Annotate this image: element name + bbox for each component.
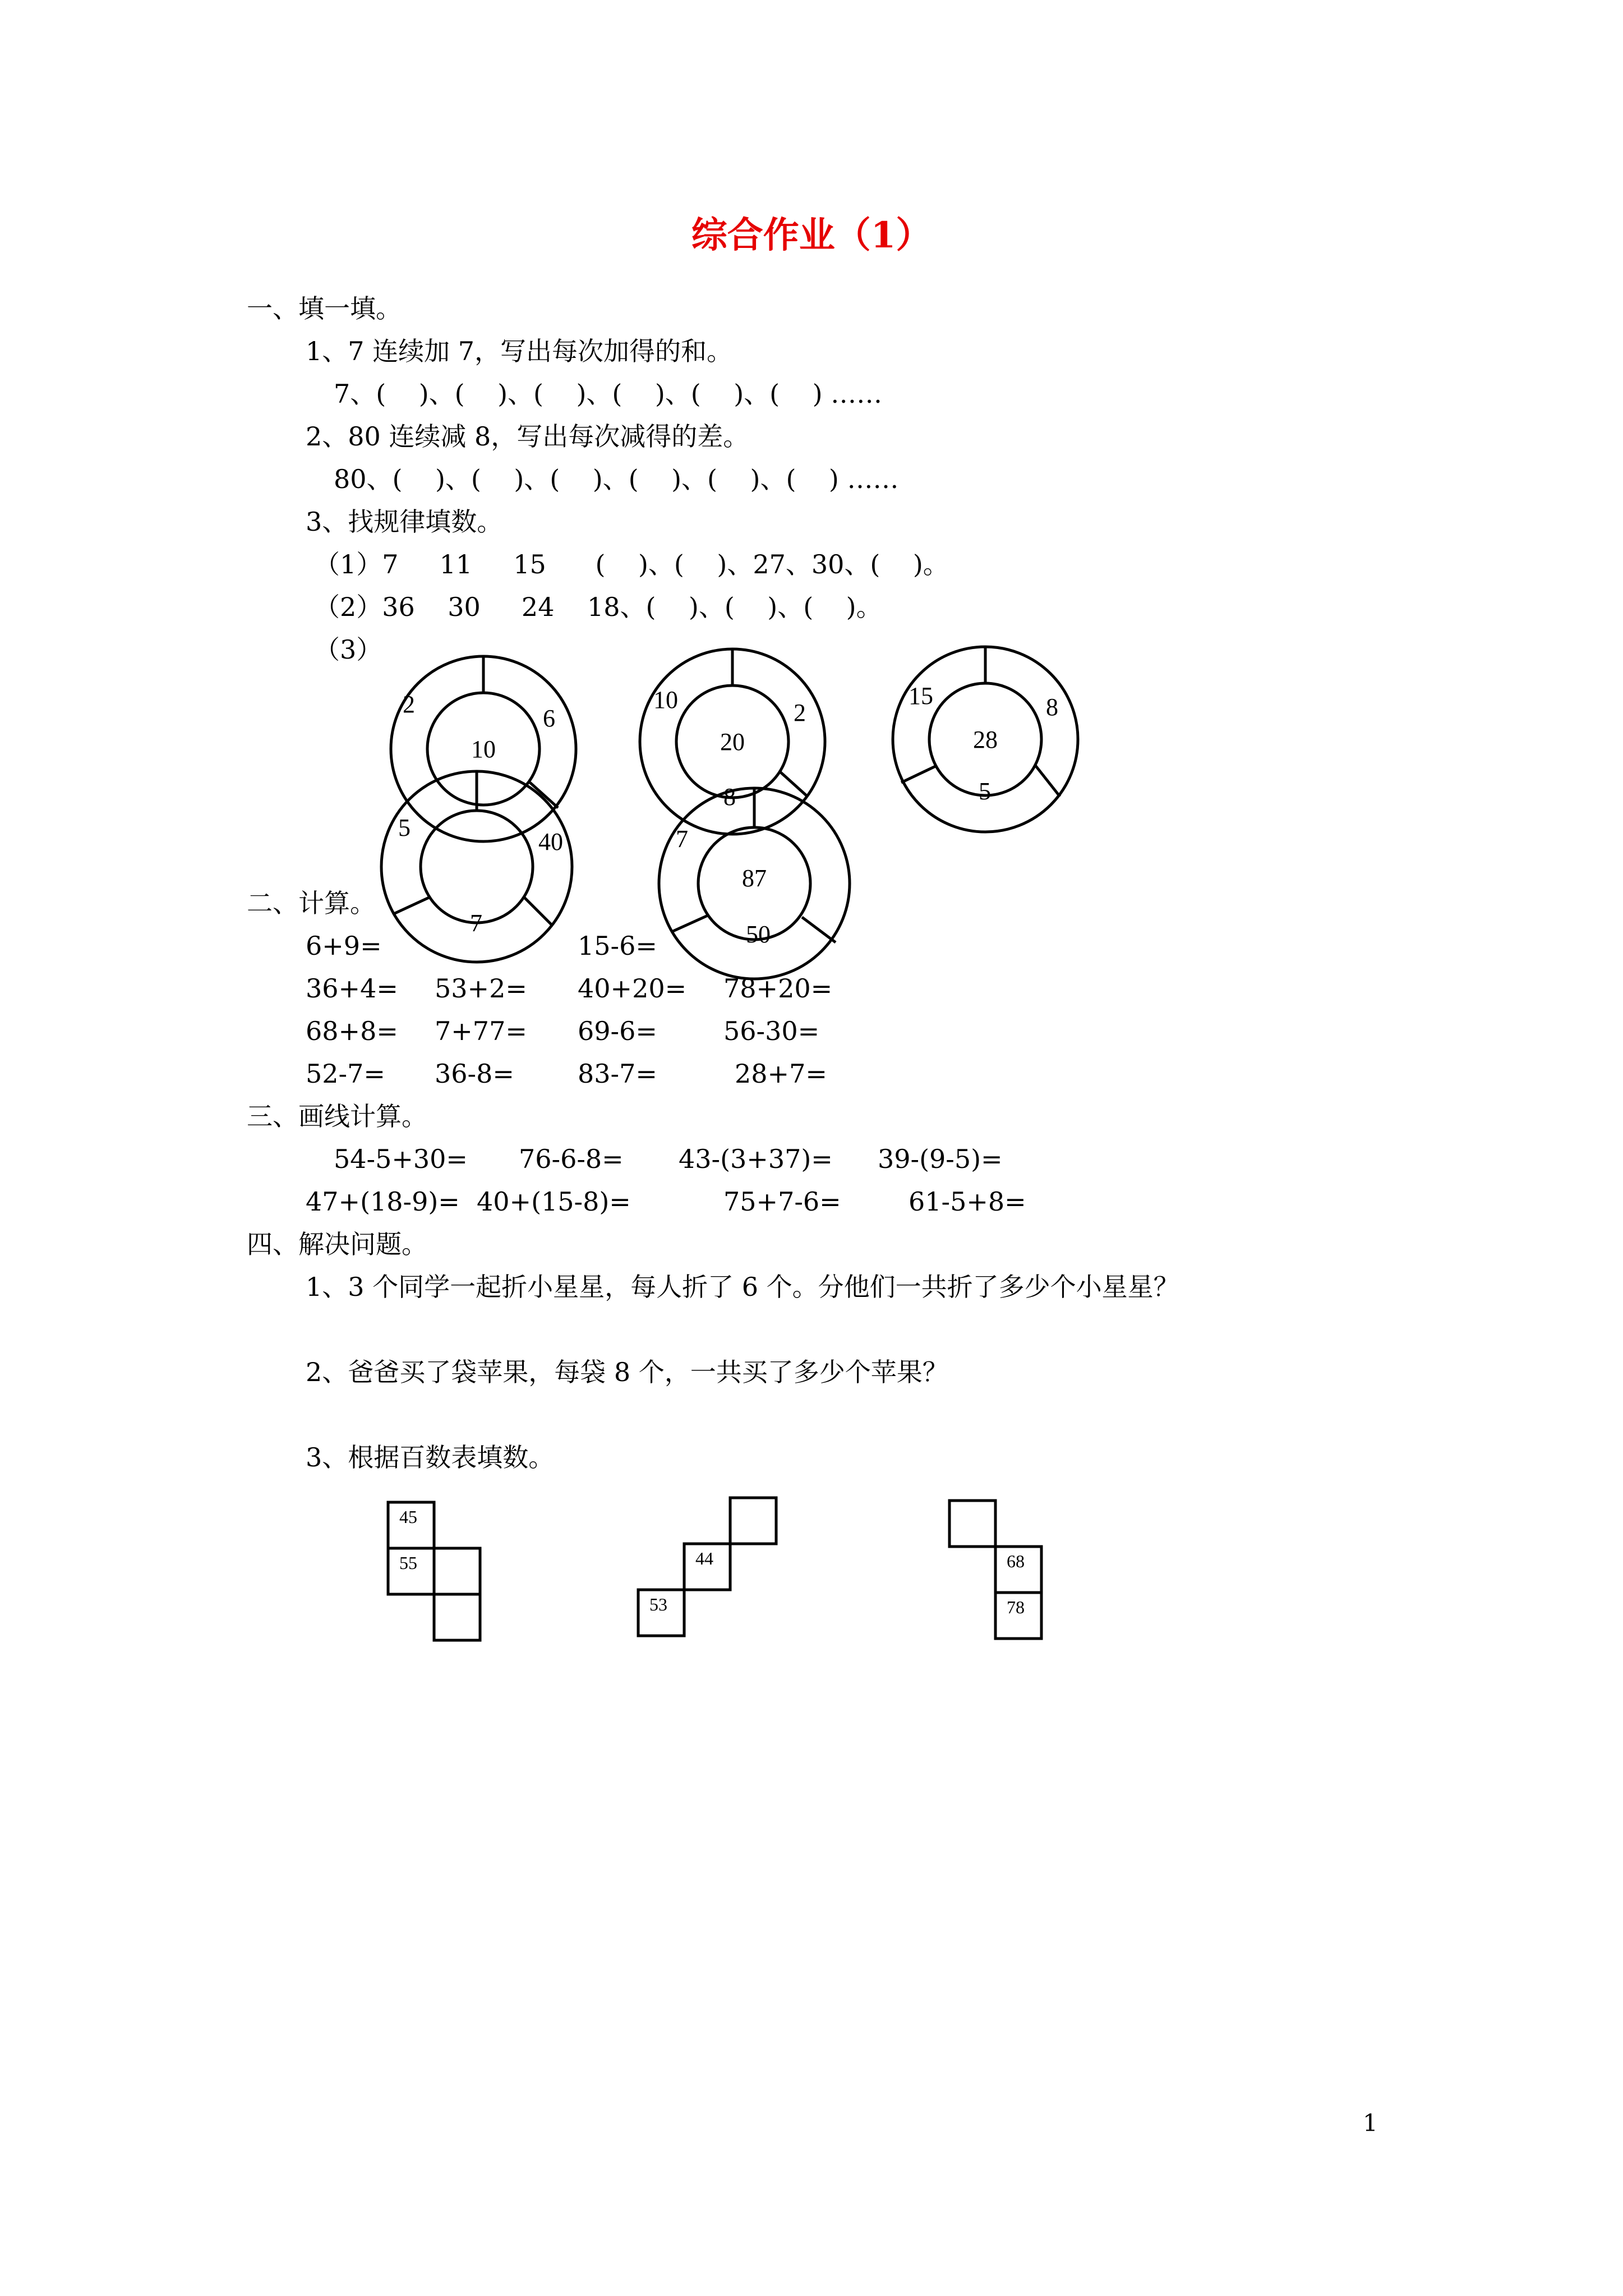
page-number: 1 [1363, 2109, 1378, 2137]
ring-2-num: 8 [723, 783, 736, 811]
line-calc-item: 39-(9-5)= [878, 1144, 1003, 1174]
section1-heading: 一、填一填。 [247, 293, 402, 324]
ring-2-num: 10 [653, 686, 678, 714]
ring-5-center: 87 [742, 864, 767, 892]
q3-text: 3、找规律填数。 [306, 507, 503, 537]
line-calc-item: 75+7-6= [723, 1186, 841, 1217]
calc-item: 68+8= [306, 1016, 398, 1046]
calc-item: 15-6= [578, 931, 657, 961]
line-calc-item: 43-(3+37)= [679, 1144, 833, 1174]
calc-item: 83-7= [578, 1059, 657, 1089]
ring-1-num: 2 [403, 691, 415, 718]
section3-heading: 三、画线计算。 [247, 1101, 427, 1131]
calc-item: 78+20= [723, 973, 833, 1004]
q2-text: 2、80 连续减 8，写出每次减得的差。 [306, 421, 749, 452]
ring-3-center: 28 [973, 726, 998, 753]
line-calc-item: 47+(18-9)= [306, 1186, 460, 1217]
ring-3-num: 8 [1046, 693, 1058, 721]
calc-item: 56-30= [723, 1016, 820, 1046]
ring-1-num: 6 [543, 705, 555, 732]
calc-item: 6+9= [306, 931, 382, 961]
line-calc-item: 54-5+30= [334, 1144, 468, 1174]
calc-item: 7+77= [435, 1016, 527, 1046]
q3-3: （3） [314, 634, 382, 665]
grid-cell-value: 45 [399, 1507, 417, 1527]
page-title: 综合作业（1） [691, 214, 932, 256]
grid-cell-value: 78 [1007, 1597, 1025, 1617]
ring-2-num: 2 [794, 699, 806, 726]
ring-5-num: 7 [676, 825, 688, 853]
calc-item: 36+4= [306, 973, 398, 1004]
ring-3-num: 5 [979, 777, 991, 805]
line-calc-item: 61-5+8= [909, 1186, 1026, 1217]
calc-item: 40+20= [578, 973, 687, 1004]
ring-4-num: 40 [538, 828, 563, 855]
ring-4-num: 7 [470, 909, 482, 937]
grid-cell-value: 53 [649, 1594, 667, 1614]
grid-cell-value: 55 [399, 1553, 417, 1573]
ring-1-center: 10 [471, 735, 496, 763]
q1-line: 7、( )、( )、( )、( )、( )、( ) …… [334, 379, 883, 409]
grid-cell-value: 68 [1007, 1551, 1025, 1571]
calc-item: 36-8= [435, 1059, 514, 1089]
section2-heading: 二、计算。 [247, 888, 376, 918]
q2-line: 80、( )、( )、( )、( )、( )、( ) …… [334, 464, 899, 494]
grid-cell-value: 44 [695, 1548, 713, 1568]
section4-heading: 四、解决问题。 [247, 1229, 427, 1259]
ring-4-num: 5 [398, 814, 411, 841]
q1-text: 1、7 连续加 7，写出每次加得的和。 [306, 336, 733, 366]
calc-item: 28+7= [735, 1059, 827, 1089]
ring-2-center: 20 [720, 728, 745, 756]
problem-1: 1、3 个同学一起折小星星，每人折了 6 个。分他们一共折了多少个小星星？ [306, 1272, 1179, 1302]
calc-item: 53+2= [435, 973, 527, 1004]
calc-item: 69-6= [578, 1016, 657, 1046]
line-calc-item: 40+(15-8)= [477, 1186, 631, 1217]
ring-3-num: 15 [909, 682, 933, 710]
calc-item: 52-7= [306, 1059, 385, 1089]
problem-2: 2、爸爸买了袋苹果，每袋 8 个，一共买了多少个苹果？ [306, 1357, 948, 1387]
line-calc-item: 76-6-8= [519, 1144, 624, 1174]
q3-1: （1）7 11 15 ( )、( )、27、30、( )。 [314, 549, 949, 579]
problem-3: 3、根据百数表填数。 [306, 1442, 555, 1473]
ring-5-num: 50 [746, 921, 771, 948]
q3-2: （2）36 30 24 18、( )、( )、( )。 [314, 592, 882, 622]
